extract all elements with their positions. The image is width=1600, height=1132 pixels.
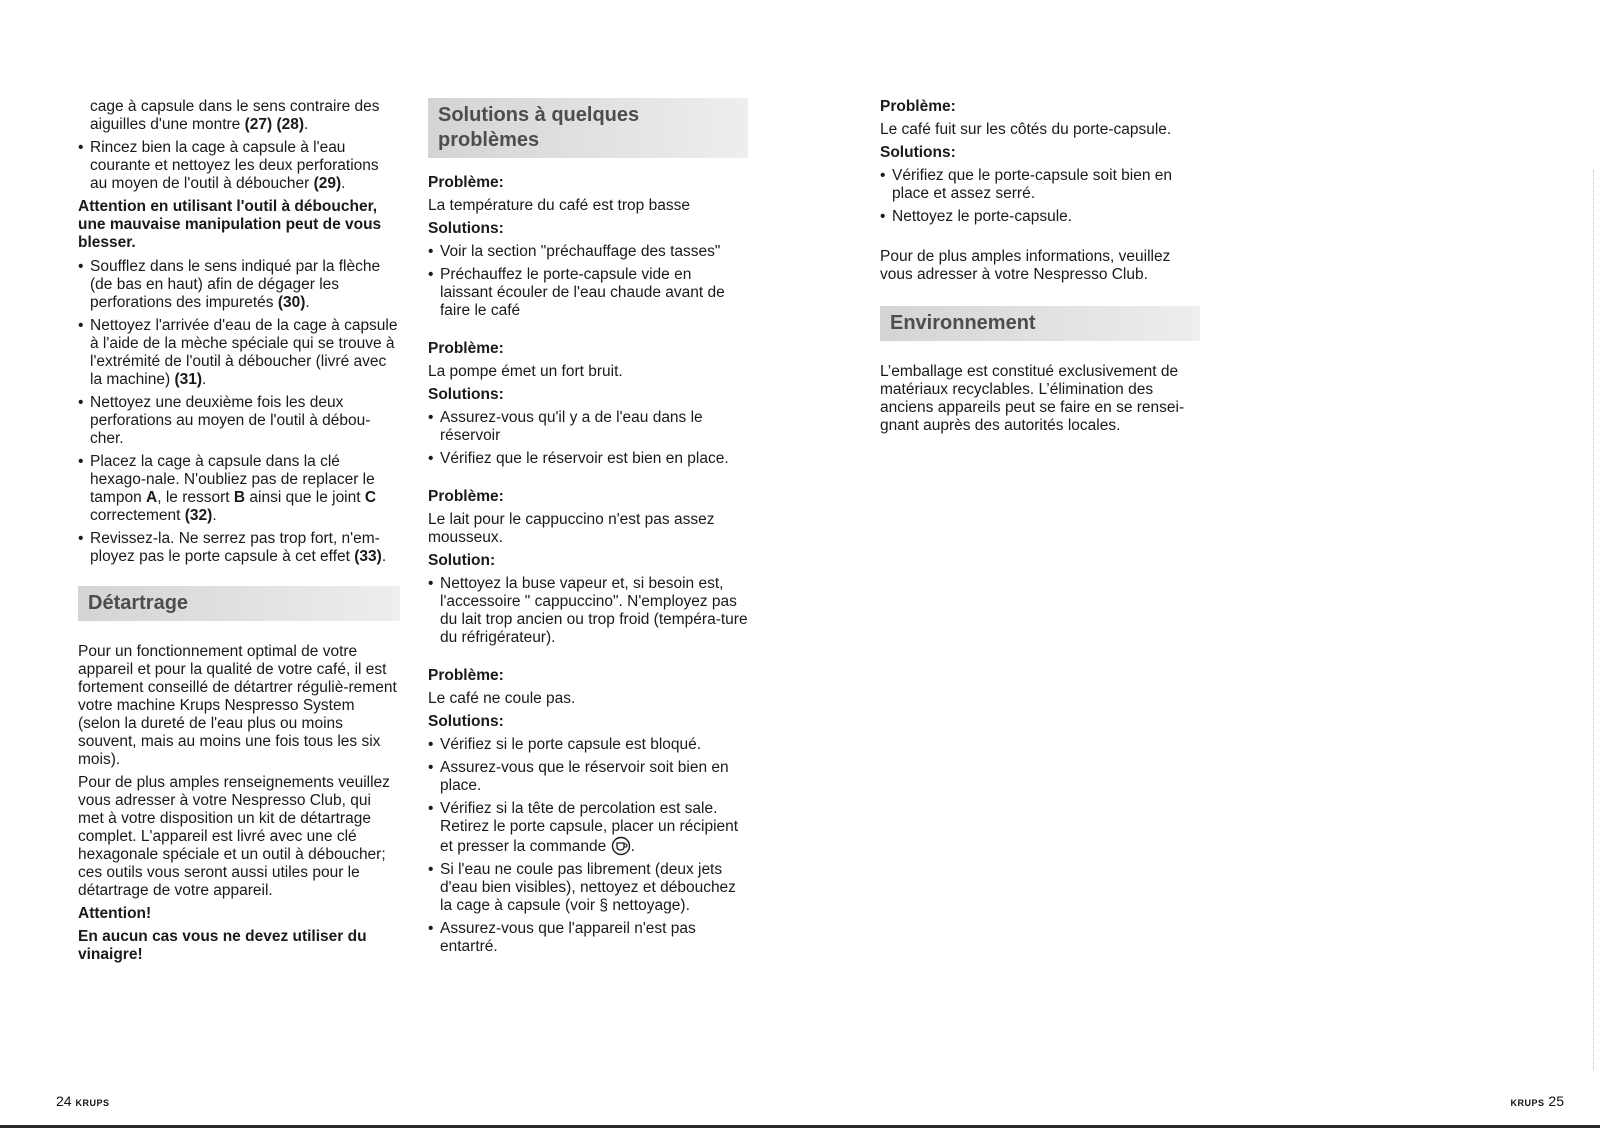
brand-logo: KRUPS [75, 1098, 110, 1108]
paragraph: Pour de plus amples informations, veuillez vous adresser à votre Nespresso Club. [880, 248, 1171, 283]
problem-label: Problème: [880, 98, 956, 115]
list-item: • Si l'eau ne coule pas librement (deux jets d'eau bien visibles), nettoyez et débouchez la cage à capsule (voir § nettoyage). [428, 861, 748, 915]
list-item: • Préchauffez le porte-capsule vide en laissant écouler de l'eau chaude avant de faire le café [428, 266, 748, 320]
section-heading-solutions: Solutions à quelques problèmes [428, 98, 748, 158]
paragraph: Retirez le porte capsule, placer un récipient et presser la commande . [440, 818, 739, 855]
problem-text: La pompe émet un fort bruit. [428, 363, 623, 380]
problem-label: Problème: [428, 340, 504, 357]
list-item: • Vérifiez que le réservoir est bien en place. [428, 450, 748, 468]
problem-text: Le café ne coule pas. [428, 690, 576, 707]
list-item: • Nettoyez la buse vapeur et, si besoin est, l'accessoire " cappuccino". N'employez pas du lait trop ancien ou trop froid (tempéra-ture du réfrigérateur). [428, 575, 748, 647]
page-number-right: KRUPS 25 [1510, 1093, 1564, 1109]
section-heading-detartrage: Détartrage [78, 586, 400, 621]
list-item: • Vérifiez si le porte capsule est bloqué. [428, 736, 748, 754]
list-item: • Vérifiez que le porte-capsule soit bien en place et assez serré. [880, 167, 1190, 203]
list-item: • Assurez-vous que le réservoir soit bien en place. [428, 759, 748, 795]
solutions-label: Solutions: [880, 144, 956, 161]
problem-label: Problème: [428, 488, 504, 505]
column-right [880, 98, 1190, 440]
paragraph: cage à capsule dans le sens contraire des aiguilles d'une montre (27) (28). [90, 98, 380, 133]
list-item: • Vérifiez si la tête de percolation est sale. [428, 800, 748, 818]
problem-text: Le lait pour le cappuccino n'est pas assez mousseux. [428, 511, 715, 546]
paragraph: Pour de plus amples renseignements veuillez vous adresser à votre Nespresso Club, qui met à votre disposition un kit de détartrage complet. L'appareil est livré avec une clé hexagonale spéciale et un outil à déboucher; ces outils vous seront aussi utiles pour le détartrage de votre appareil. [78, 774, 390, 899]
solution-label: Solution: [428, 552, 496, 569]
list-item: • Rincez bien la cage à capsule à l'eau courante et nettoyez les deux perforations au moyen de l'outil à déboucher (29). [78, 139, 400, 193]
warning-text: Attention en utilisant l'outil à déboucher, une mauvaise manipulation peut de vous blesser. [78, 198, 382, 251]
bottom-rule [0, 1125, 1600, 1128]
attention-label: Attention! [78, 905, 152, 922]
problem-label: Problème: [428, 174, 504, 191]
list-item: • Soufflez dans le sens indiqué par la flèche (de bas en haut) afin de dégager les perforations des impuretés (30). [78, 258, 400, 312]
paragraph: L’emballage est constitué exclusivement de matériaux recyclables. L’élimination des anciens appareils peut se faire en se rensei-gnant auprès des autorités locales. [880, 363, 1185, 434]
brand-logo: KRUPS [1510, 1098, 1545, 1108]
list-item: • Assurez-vous qu'il y a de l'eau dans le réservoir [428, 409, 748, 445]
section-heading-environnement: Environnement [880, 306, 1200, 341]
paragraph: Pour un fonctionnement optimal de votre appareil et pour la qualité de votre café, il est fortement conseillé de détartrer réguliè-rement votre machine Krups Nespresso System (selon la dureté de l'eau plus ou moins souvent, mais au moins une fois tous les six mois). [78, 643, 397, 768]
list-item: • Nettoyez le porte-capsule. [880, 208, 1190, 226]
column-left [78, 98, 400, 970]
solutions-label: Solutions: [428, 713, 504, 730]
scan-edge [1591, 170, 1594, 1070]
solutions-label: Solutions: [428, 386, 504, 403]
list-item: • Nettoyez une deuxième fois les deux perforations au moyen de l'outil à débou-cher. [78, 394, 400, 448]
list-item: • Placez la cage à capsule dans la clé hexago-nale. N'oubliez pas de replacer le tampon A, le ressort B ainsi que le joint C correctement (32). [78, 453, 400, 525]
problem-text: Le café fuit sur les côtés du porte-capsule. [880, 121, 1172, 138]
column-middle [428, 98, 748, 961]
list-item: • Voir la section "préchauffage des tasses" [428, 243, 748, 261]
problem-label: Problème: [428, 667, 504, 684]
problem-text: La température du café est trop basse [428, 197, 690, 214]
cup-button-icon [611, 836, 631, 856]
warning-text: En aucun cas vous ne devez utiliser du vinaigre! [78, 928, 367, 963]
page-number-left: 24 KRUPS [56, 1093, 110, 1109]
list-item: • Revissez-la. Ne serrez pas trop fort, n'em-ployez pas le porte capsule à cet effet (33). [78, 530, 400, 566]
list-item: • Assurez-vous que l'appareil n'est pas entartré. [428, 920, 748, 956]
solutions-label: Solutions: [428, 220, 504, 237]
list-item: • Nettoyez l'arrivée d'eau de la cage à capsule à l'aide de la mèche spéciale qui se trouve à l'extrémité de l'outil à déboucher (livré avec la machine) (31). [78, 317, 400, 389]
